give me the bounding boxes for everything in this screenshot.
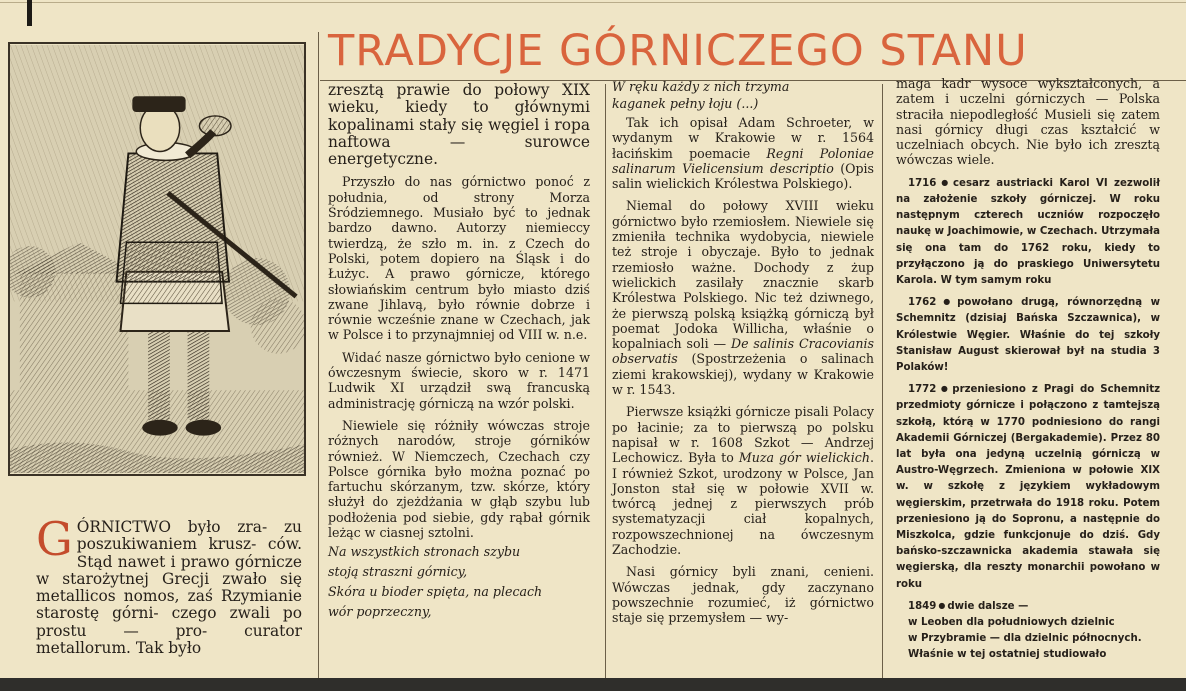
article-title: TRADYCJE GÓRNICZEGO STANU — [328, 26, 1028, 76]
year: 1772 — [908, 384, 937, 396]
column-3-text — [612, 78, 874, 626]
bullet-icon: ● — [938, 384, 951, 394]
bullet-icon: ● — [938, 177, 951, 187]
column-rule — [882, 84, 883, 678]
col1-line: zaś Rzymianie starostę górni- — [36, 587, 302, 623]
chronology-entry — [896, 175, 1160, 289]
verse-line: W ręku każdy z nich trzyma — [612, 79, 790, 94]
col1-line: curator metallorum. Tak było — [36, 621, 302, 658]
bottom-edge — [0, 678, 1186, 691]
verse-line: kaganek pełny łoju (...) — [612, 96, 759, 111]
entry-text: powołano drugą, równorzędną w Schemnitz (dzisiaj Bańska Szczawnica), w Królestwie Węgier. Właśnie do tej szkoły Stanisław August skierował był na studia 3 Polaków! — [896, 297, 1160, 374]
paragraph: Widać nasze górnictwo było cenione w ówczesnym świecie, skoro w r. 1471 Ludwik XI urządził swą francuską administrację górniczą na wzór polski. — [328, 349, 590, 411]
column-4-text — [896, 76, 1160, 664]
verse-line: wór poprzeczny, — [328, 604, 432, 620]
col1-line: ÓRNICTWO było zra- — [76, 518, 268, 536]
entry-text: cesarz austriacki Karol VI zezwolił na założenie szkoły górniczej. W roku następnym czterech uczniów rozpoczęło naukę w Joachimowie, w Czechach. Utrzymała się ona tam do 1762 roku, kiedy to przyłączono ją do praskiego Uniwersytetu Karola. W tym samym roku — [896, 177, 1160, 286]
work-title: Muza gór wielickich — [738, 450, 870, 466]
text-span: Tak ich opisał Adam Schroeter, w wydanym w Krakowie w r. 1564 łacińskim poemacie — [612, 115, 874, 161]
column-rule — [318, 32, 319, 678]
paragraph — [612, 115, 874, 191]
paragraph — [612, 198, 874, 397]
work-title: Regni Poloniae salinarum Vielicensium descriptio — [612, 145, 874, 176]
chronology-line: Właśnie w tej ostatniej studiowało — [908, 649, 1107, 661]
verse-line: Skóra u bioder spięta, na plecach — [328, 584, 543, 600]
paragraph — [612, 404, 874, 557]
drop-cap: G — [36, 512, 73, 566]
column-rule — [605, 84, 606, 678]
text-span: (Spostrzeżenia o salinach ziemi krakowskiej), wydany w Krakowie w r. 1543. — [612, 351, 874, 398]
chronology — [896, 175, 1160, 664]
verse-line: Na wszystkich stronach szybu — [328, 544, 521, 560]
column-1-text — [36, 512, 302, 658]
bullet-icon: ● — [938, 600, 946, 610]
paragraph: Niewiele się różniły wówczas stroje różnych narodów, stroje górników również. W Niemczech, Czechach czy Polsce górnika było można poznać po fartuchu skórzanym, tzw. skórze, który służył do zjeżdżania w głąb szybu lub podłożenia pod siebie, gdy rąbał górnik leżąc w ciasnej sztolni. — [328, 417, 590, 541]
column-2-text — [328, 82, 590, 622]
col1-line: górnicze w starożytnej Grecji — [36, 552, 302, 588]
col1-line: czego zwali po prostu — pro- — [36, 604, 302, 640]
miner-engraving-svg — [10, 44, 304, 474]
verse-line: stoją straszni górnicy, — [328, 564, 468, 580]
year: 1849 — [908, 600, 937, 612]
top-rule — [0, 2, 1186, 3]
paragraph: Przyszło do nas górnictwo ponoć z południa, od strony Morza Śródziemnego. Musiało być to jednak bardzo dawno. Autorzy niemieccy twierdzą, że szło m. in. z Czech do Polski, potem dopiero na Śląsk i do Łużyc. A prawo górnicze, którego słowiańskim centrum było miasto dziś zwane Jihlavą, było równie dobrze i równie wcześnie znane w Czechach, jak w Polsce i to przynajmniej od VIII w. n.e. — [328, 174, 590, 343]
col1-line: zwało się metallicos nomos, — [36, 569, 302, 606]
chronology-line: w Leoben dla południowych dzielnic — [908, 617, 1115, 629]
year: 1716 — [908, 177, 937, 189]
col1-line: ców. Stąd nawet i prawo — [76, 535, 302, 571]
chronology-entry — [896, 381, 1160, 593]
paragraph: maga kadr wysoce wykształconych, a zatem i uczelni górniczych — Polska straciła niepodległość Musieli się zatem nasi górnicy długi czas kształcić w uczelniach obcych. Nie było ich zresztą wówczas wiele. — [896, 76, 1160, 168]
verse-quote — [328, 542, 590, 622]
work-title: De salinis Cracovianis observatis — [612, 336, 874, 367]
lead-paragraph: zresztą prawie do połowy XIX wieku, kiedy to głównymi kopalinami stały się węgiel i ropa naftowa — surowce energetyczne. — [328, 81, 590, 169]
entry-text: dwie dalsze — — [947, 600, 1029, 612]
paragraph: Nasi górnicy byli znani, cenieni. Wówczas jednak, gdy zaczynano powszechnie rozumieć, iż górnictwo staje się przemysłem — wy- — [612, 564, 874, 626]
verse-quote — [612, 78, 874, 112]
text-span: (Opis salin wielickich Królestwa Polskiego). — [612, 160, 875, 192]
year: 1762 — [908, 297, 937, 309]
miner-engraving — [8, 42, 306, 476]
col1-line: zu poszukiwaniem krusz- — [76, 518, 302, 554]
edge-mark — [27, 0, 32, 26]
text-span: Pierwsze książki górnicze pisali Polacy po łacinie; za to pierwszą po polsku napisał w r. 1608 Szkot — Andrzej Lechowicz. Była to — [612, 404, 874, 466]
chronology-line: w Przybramie — dla dzielnic północnych. — [908, 633, 1142, 645]
chronology-entry — [896, 294, 1160, 376]
entry-text: przeniesiono z Pragi do Schemnitz przedmioty górnicze i połączono z tamtejszą szkołą, którą w 1770 podniesiono do rangi Akademii Górniczej (Bergakademie). Przez 80 lat była ona jedyną uczelnią górniczą w Austro-Węgrzech. Zmieniona w połowie XIX w. w szkołę z językiem wykładowym węgierskim, przetrwała do 1918 roku. Potem przeniesiono ją do Sopronu, a następnie do Miszkolca, gdzie funkcjonuje do dziś. Gdy bańsko-szczawnicka akademia stawała się węgierską, dla reszty monarchii powołano w roku — [896, 384, 1161, 590]
text-span: Niemal do połowy XVIII wieku górnictwo było rzemiosłem. Niewiele się zmieniła technika wydobycia, niewiele też stroje i obyczaje. Było to jednak rzemiosło ważne. Dochody z żup wielickich zasilały znacznie skarb Królestwa Polskiego. Nic też dziwnego, że pierwszą polską książką górniczą był poemat Jodoka Willicha, właśnie o kopalniach soli — — [612, 198, 874, 352]
bullet-icon: ● — [938, 297, 956, 307]
text-span: . I również Szkot, urodzony w Polsce, Jan Jonston stał się w połowie XVII w. twórcą jednej z pierwszych prób systematyzacji ciał kopalnych, rozpowszechnionej na ówczesnym Zachodzie. — [612, 450, 874, 558]
chronology-entry — [896, 598, 1160, 615]
